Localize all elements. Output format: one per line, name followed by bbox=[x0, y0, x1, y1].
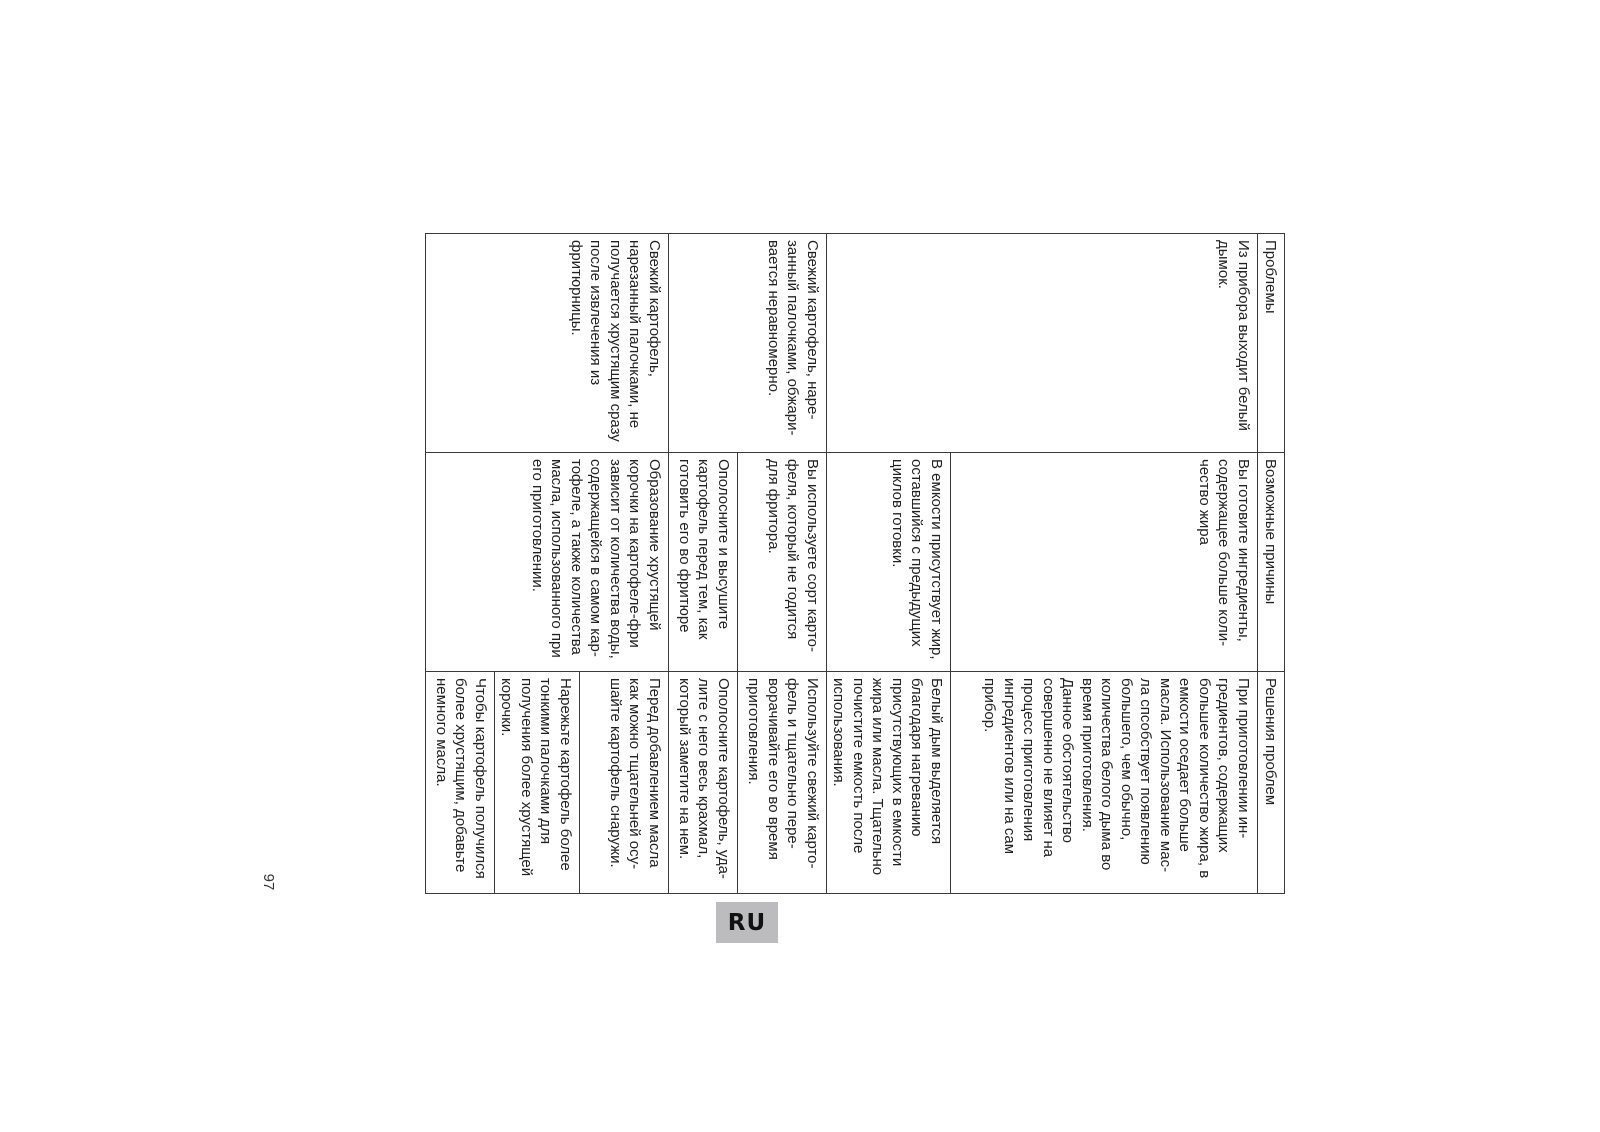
header-causes: Возможные причины bbox=[1258, 453, 1285, 672]
problem-cell: Из прибора выходит белый дымок. bbox=[827, 234, 1258, 453]
header-problems: Проблемы bbox=[1258, 234, 1285, 453]
solution-cell: Белый дым выделяется благодаря нагреванию присутствующих в емкости жира или масла. Тщательно почистите емкость после использования. bbox=[827, 672, 951, 894]
solution-cell: Ополосните картофель, уда-лите с него весь крахмал, который заметите на нем. bbox=[669, 672, 738, 894]
solution-cell: Чтобы картофель получился более хрустящим, добавьте немного масла. bbox=[426, 672, 495, 894]
table-row bbox=[951, 234, 1258, 894]
solution-cell: При приготовлении ин-гредиентов, содержащих большее количество жира, в емкости оседает больше масла. Использование мас-ла спсобствует появлению большего, чем обычно, количества белого дыма во время приготовления. Данное обстоятельство совершенно не влияет на процесс приготовления ингредиентов или на сам прибор. bbox=[951, 672, 1258, 894]
header-solutions: Решения проблем bbox=[1258, 672, 1285, 894]
cause-cell: Ополосните и высушите картофель перед тем, как готовить его во фритюре bbox=[669, 453, 738, 672]
language-tab-label: RU bbox=[727, 909, 767, 936]
solution-cell: Нарежьте картофель более тонкими палочками для получения более хрустящей корочки. bbox=[495, 672, 580, 894]
problem-cell: Свежий картофель, наре-занный палочками, обжари-вается неравномерно. bbox=[669, 234, 827, 453]
cause-cell: В емкости присутствует жир, оставшийся с предыдущих циклов готовки. bbox=[827, 453, 951, 672]
problem-cell: Свежий картофель, нарезанный палочками, не получается хрустящим сразу после извлечения из фритюрницы. bbox=[426, 234, 669, 453]
solution-cell: Используйте свежий карто-фель и тщательно пере-ворачивайте его во время приготовления. bbox=[738, 672, 827, 894]
rotated-page-content bbox=[433, 233, 1285, 893]
troubleshooting-table bbox=[425, 233, 1285, 894]
cause-cell: Вы используете сорт карто-феля, который не годится для фритора. bbox=[738, 453, 827, 672]
language-tab bbox=[716, 902, 778, 943]
page-number: 97 bbox=[260, 873, 277, 891]
table-header-row bbox=[1258, 234, 1285, 894]
cause-cell: Вы готовите ингредиенты, содержащее больше коли-чество жира bbox=[951, 453, 1258, 672]
solution-cell: Перед добавлением масла как можно тщательней осу-шайте картофель снаружи. bbox=[580, 672, 669, 894]
cause-cell: Образование хрустящей корочки на картофеле-фри зависит от количества воды, содержащейся в самом кар-тофеле, а также количества масла, использованного при его приготовлении. bbox=[426, 453, 669, 672]
table-row bbox=[738, 234, 827, 894]
table-row bbox=[580, 234, 669, 894]
